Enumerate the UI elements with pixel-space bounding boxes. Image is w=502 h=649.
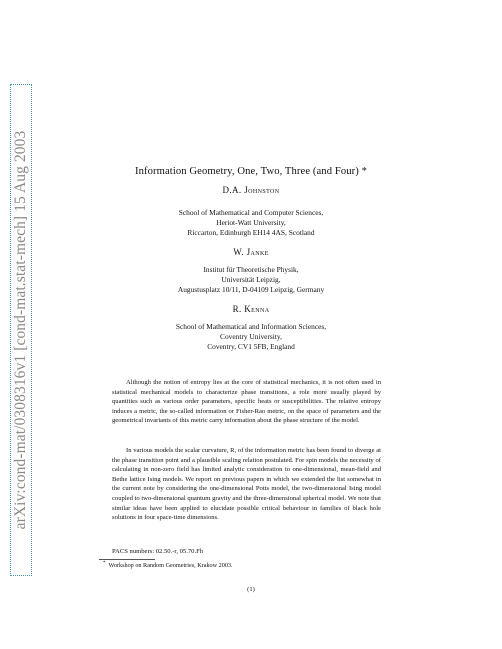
footnote (103, 561, 233, 569)
footnote-divider (99, 559, 155, 560)
author-name: W. Janke (233, 247, 269, 257)
affiliation-line: Augustusplatz 10/11, D-04109 Leipzig, Germany (177, 285, 325, 294)
affiliation-line: Universität Leipzig, (221, 275, 281, 284)
paper-title: Information Geometry, One, Two, Three (and Four) * (134, 166, 368, 177)
footnote-mark: * (103, 561, 106, 566)
page-number: (1) (247, 586, 255, 593)
pacs-numbers: PACS numbers: 02.50.-r, 05.70.Fh (112, 548, 204, 555)
author-affiliation (0, 208, 502, 238)
affiliation-line: Riccarton, Edinburgh EH14 4AS, Scotland (187, 228, 315, 237)
arxiv-identifier: arXiv:cond-mat/0308316v1 [cond-mat.stat-mech] 15 Aug 2003 (12, 130, 29, 530)
affiliation-line: Institut für Theoretische Physik, (203, 265, 299, 274)
author-name: D.A. Johnston (222, 185, 280, 195)
affiliation-line: Coventry University, (220, 332, 282, 341)
affiliation-line: Coventry, CV1 5FB, England (207, 342, 295, 351)
abstract-paragraph: Although the notion of entropy lies at the core of statistical mechanics, it is not often used in statistical mechanical models to characterize phase transitions, a role more usually played by quantities such as various order parameters, specific heats or susceptibilities. The relative entropy induces a metric, the so-called information or Fisher-Rao metric, on the space of parameters and the geometrical invariants of this metric carry information about the phase structure of the model. (112, 379, 381, 425)
author-affiliation (0, 265, 502, 295)
footnote-text: Workshop on Random Geometries, Krakow 2003. (108, 562, 233, 570)
author-affiliation (0, 322, 502, 352)
author-name: R. Kenna (232, 304, 270, 314)
affiliation-line: School of Mathematical and Computer Sciences, (178, 208, 324, 217)
affiliation-line: School of Mathematical and Information Sciences, (175, 322, 327, 331)
abstract-paragraph: In various models the scalar curvature, R, of the information metric has been found to diverge at the phase transition point and a plausible scaling relation postulated. For spin models the necessity of calculating in non-zero field has limited analytic consideration to one-dimensional, mean-field and Bethe lattice Ising models. We report on previous papers in which we extended the list somewhat in the current note by considering the one-dimensional Potts model, the two-dimensional Ising model coupled to two-dimensional quantum gravity and the three-dimensional spherical model. We note that similar ideas have been applied to elucidate possible critical behaviour in families of black hole solutions in four space-time dimensions. (112, 447, 381, 522)
affiliation-line: Heriot-Watt University, (216, 218, 286, 227)
